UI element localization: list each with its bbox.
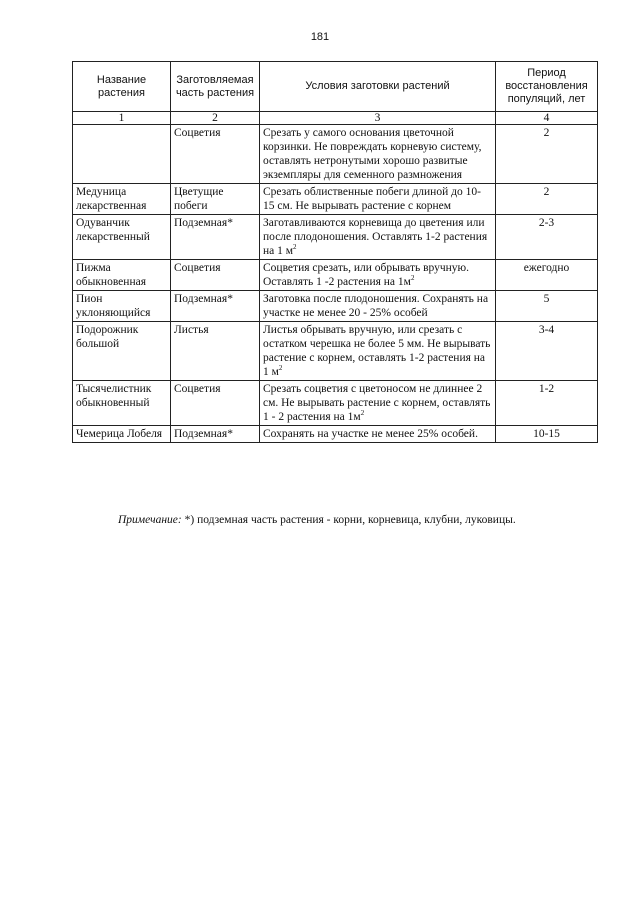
conditions-cell bbox=[260, 381, 496, 426]
superscript: 2 bbox=[360, 409, 365, 418]
plant-name-cell: Пижма обыкновенная bbox=[73, 260, 171, 291]
column-number: 1 bbox=[73, 112, 171, 125]
plant-part-cell: Соцветия bbox=[171, 260, 260, 291]
recovery-period-cell: 5 bbox=[496, 291, 598, 322]
conditions-text: Срезать облиственные побеги длиной до 10-15 см. Не вырывать растение с корнем bbox=[263, 186, 481, 212]
page-number: 181 bbox=[310, 31, 330, 43]
conditions-text: Соцветия срезать, или обрывать вручную. Оставлять 1 -2 растения на 1м bbox=[263, 262, 470, 288]
table-header-row bbox=[73, 62, 598, 112]
header-part: Заготовляемая часть растения bbox=[171, 62, 260, 112]
superscript: 2 bbox=[278, 364, 283, 373]
footnote bbox=[118, 514, 618, 526]
recovery-period-cell: 2-3 bbox=[496, 215, 598, 260]
plant-part-cell: Листья bbox=[171, 322, 260, 381]
footnote-text: *) подземная часть растения - корни, корневица, клубни, луковицы. bbox=[181, 514, 516, 526]
conditions-cell bbox=[260, 215, 496, 260]
column-number: 4 bbox=[496, 112, 598, 125]
table-row bbox=[73, 381, 598, 426]
conditions-cell bbox=[260, 184, 496, 215]
column-number-row bbox=[73, 112, 598, 125]
conditions-text: Заготавливаются корневища до цветения или после плодоношения. Оставлять 1-2 растения на 1 м bbox=[263, 217, 488, 257]
plant-part-cell: Подземная* bbox=[171, 426, 260, 443]
plant-name-cell: Тысячелистник обыкновенный bbox=[73, 381, 171, 426]
plant-name-cell: Одуванчик лекарственный bbox=[73, 215, 171, 260]
recovery-period-cell: 10-15 bbox=[496, 426, 598, 443]
table-row bbox=[73, 215, 598, 260]
superscript: 2 bbox=[410, 274, 415, 283]
conditions-cell bbox=[260, 291, 496, 322]
recovery-period-cell: 2 bbox=[496, 125, 598, 184]
conditions-text: Срезать у самого основания цветочной корзинки. Не повреждать корневую систему, оставлять нетронутыми хорошо развитые экземпляры для семенного размножения bbox=[263, 127, 482, 181]
plant-name-cell: Подорожник большой bbox=[73, 322, 171, 381]
plant-part-cell: Подземная* bbox=[171, 215, 260, 260]
recovery-period-cell: ежегодно bbox=[496, 260, 598, 291]
header-name: Название растения bbox=[73, 62, 171, 112]
conditions-cell bbox=[260, 322, 496, 381]
table-row bbox=[73, 426, 598, 443]
header-period: Период восстановления популяций, лет bbox=[496, 62, 598, 112]
table-row bbox=[73, 184, 598, 215]
recovery-period-cell: 2 bbox=[496, 184, 598, 215]
plant-part-cell: Подземная* bbox=[171, 291, 260, 322]
conditions-text: Сохранять на участке не менее 25% особей. bbox=[263, 428, 478, 440]
plant-name-cell: Медуница лекарственная bbox=[73, 184, 171, 215]
column-number: 2 bbox=[171, 112, 260, 125]
column-number: 3 bbox=[260, 112, 496, 125]
conditions-cell bbox=[260, 426, 496, 443]
header-conditions: Условия заготовки растений bbox=[260, 62, 496, 112]
plants-table bbox=[72, 61, 598, 443]
plant-part-cell: Соцветия bbox=[171, 381, 260, 426]
footnote-label: Примечание: bbox=[118, 514, 182, 526]
plant-part-cell: Цветущие побеги bbox=[171, 184, 260, 215]
plant-name-cell bbox=[73, 125, 171, 184]
recovery-period-cell: 3-4 bbox=[496, 322, 598, 381]
plant-name-cell: Чемерица Лобеля bbox=[73, 426, 171, 443]
recovery-period-cell: 1-2 bbox=[496, 381, 598, 426]
conditions-text: Заготовка после плодоношения. Сохранять на участке не менее 20 - 25% особей bbox=[263, 293, 489, 319]
conditions-cell bbox=[260, 260, 496, 291]
conditions-text: Листья обрывать вручную, или срезать с остатком черешка не более 5 мм. Не вырывать растение с корнем, оставлять 1-2 растения на 1 м bbox=[263, 324, 491, 378]
table-row bbox=[73, 291, 598, 322]
table-row bbox=[73, 322, 598, 381]
conditions-cell bbox=[260, 125, 496, 184]
plant-name-cell: Пион уклоняющийся bbox=[73, 291, 171, 322]
conditions-text: Срезать соцветия с цветоносом не длиннее 2 см. Не вырывать растение с корнем, оставлять 1 - 2 растения на 1м bbox=[263, 383, 491, 423]
table-row bbox=[73, 260, 598, 291]
plant-part-cell: Соцветия bbox=[171, 125, 260, 184]
superscript: 2 bbox=[293, 243, 297, 252]
table-row bbox=[73, 125, 598, 184]
